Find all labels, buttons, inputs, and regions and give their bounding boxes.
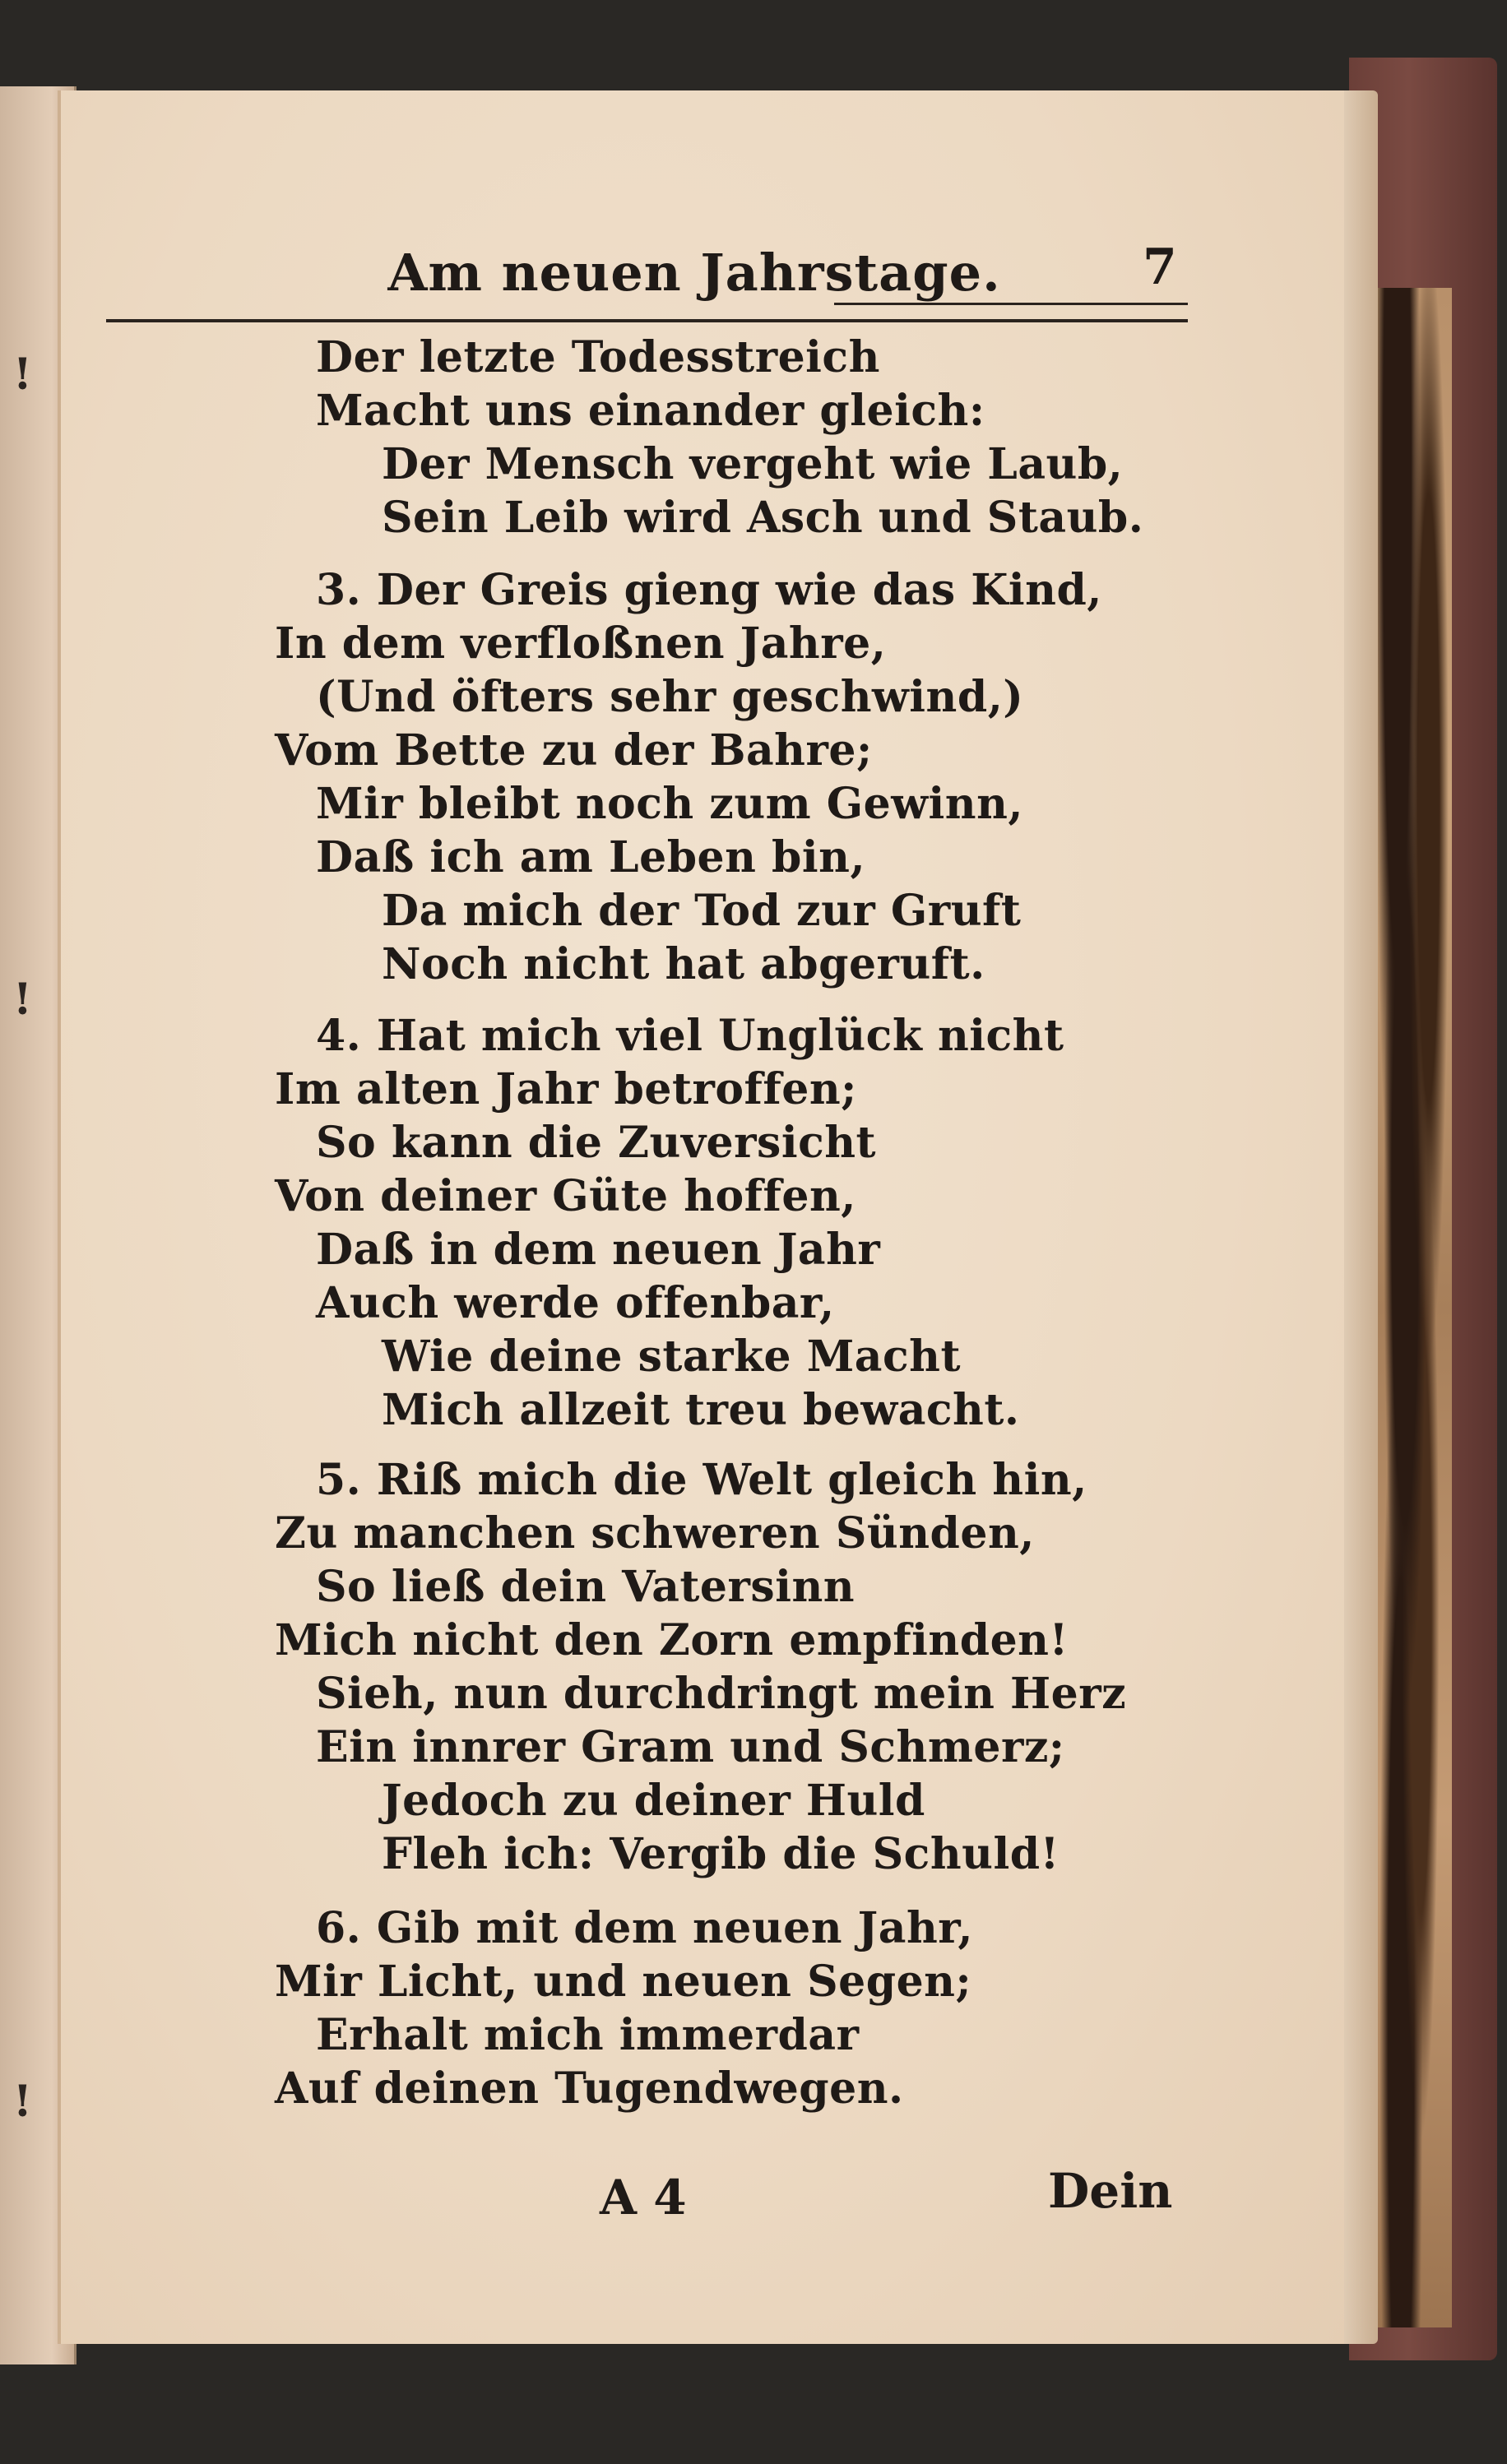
prev-page-mark: ! — [13, 350, 32, 400]
verse-line: Mich allzeit treu bewacht. — [382, 1385, 1020, 1435]
verse-line: Mich nicht den Zorn empfinden! — [275, 1615, 1069, 1665]
verse-line: 5. Riß mich die Welt gleich hin, — [316, 1455, 1087, 1505]
verse-line: 6. Gib mit dem neuen Jahr, — [316, 1903, 973, 1953]
header-rule — [106, 319, 1188, 322]
prev-page-mark: ! — [13, 975, 32, 1025]
verse-line: Von deiner Güte hoffen, — [275, 1171, 856, 1221]
prev-page-mark: ! — [13, 2077, 32, 2127]
verse-line: Fleh ich: Vergib die Schuld! — [382, 1829, 1060, 1879]
page-number: 7 — [1143, 239, 1177, 296]
verse-line: 4. Hat mich viel Unglück nicht — [316, 1011, 1064, 1061]
verse-line: Noch nicht hat abgeruft. — [382, 939, 985, 989]
verse-line: Auf deinen Tugendwegen. — [275, 2063, 904, 2114]
verse-line: Erhalt mich immerdar — [316, 2010, 860, 2060]
running-title: Am neuen Jahrstage. — [387, 243, 1001, 303]
verse-line: (Und öfters sehr geschwind,) — [316, 672, 1024, 722]
verse-line: Sein Leib wird Asch und Staub. — [382, 493, 1144, 543]
verse-line: Wie deine starke Macht — [382, 1332, 961, 1382]
verse-line: Auch werde offenbar, — [316, 1278, 835, 1328]
verse-line: Daß in dem neuen Jahr — [316, 1225, 881, 1275]
book-page — [58, 90, 1344, 2344]
catchword: Dein — [1048, 2163, 1173, 2219]
header-underline — [834, 303, 1188, 305]
verse-line: Daß ich am Leben bin, — [316, 832, 866, 882]
verse-line: Jedoch zu deiner Huld — [382, 1776, 925, 1826]
verse-line: Der Mensch vergeht wie Laub, — [382, 439, 1124, 489]
verse-line: Mir Licht, und neuen Segen; — [275, 1957, 972, 2007]
verse-line: Da mich der Tod zur Gruft — [382, 886, 1022, 936]
verse-line: Vom Bette zu der Bahre; — [275, 725, 873, 776]
verse-line: Der letzte Todesstreich — [316, 332, 880, 382]
verse-line: Zu manchen schweren Sünden, — [275, 1508, 1035, 1559]
verse-line: Im alten Jahr betroffen; — [275, 1064, 857, 1114]
verse-line: 3. Der Greis gieng wie das Kind, — [316, 565, 1102, 615]
verse-line: So ließ dein Vatersinn — [316, 1562, 856, 1612]
signature-mark: A 4 — [600, 2170, 687, 2225]
marbled-edge — [1374, 288, 1452, 2327]
verse-line: In dem verfloßnen Jahre, — [275, 618, 887, 669]
verse-line: Sieh, nun durchdringt mein Herz — [316, 1669, 1127, 1719]
verse-line: So kann die Zuversicht — [316, 1118, 877, 1168]
verse-line: Ein innrer Gram und Schmerz; — [316, 1722, 1065, 1772]
verse-line: Mir bleibt noch zum Gewinn, — [316, 779, 1023, 829]
verse-line: Macht uns einander gleich: — [316, 386, 985, 436]
